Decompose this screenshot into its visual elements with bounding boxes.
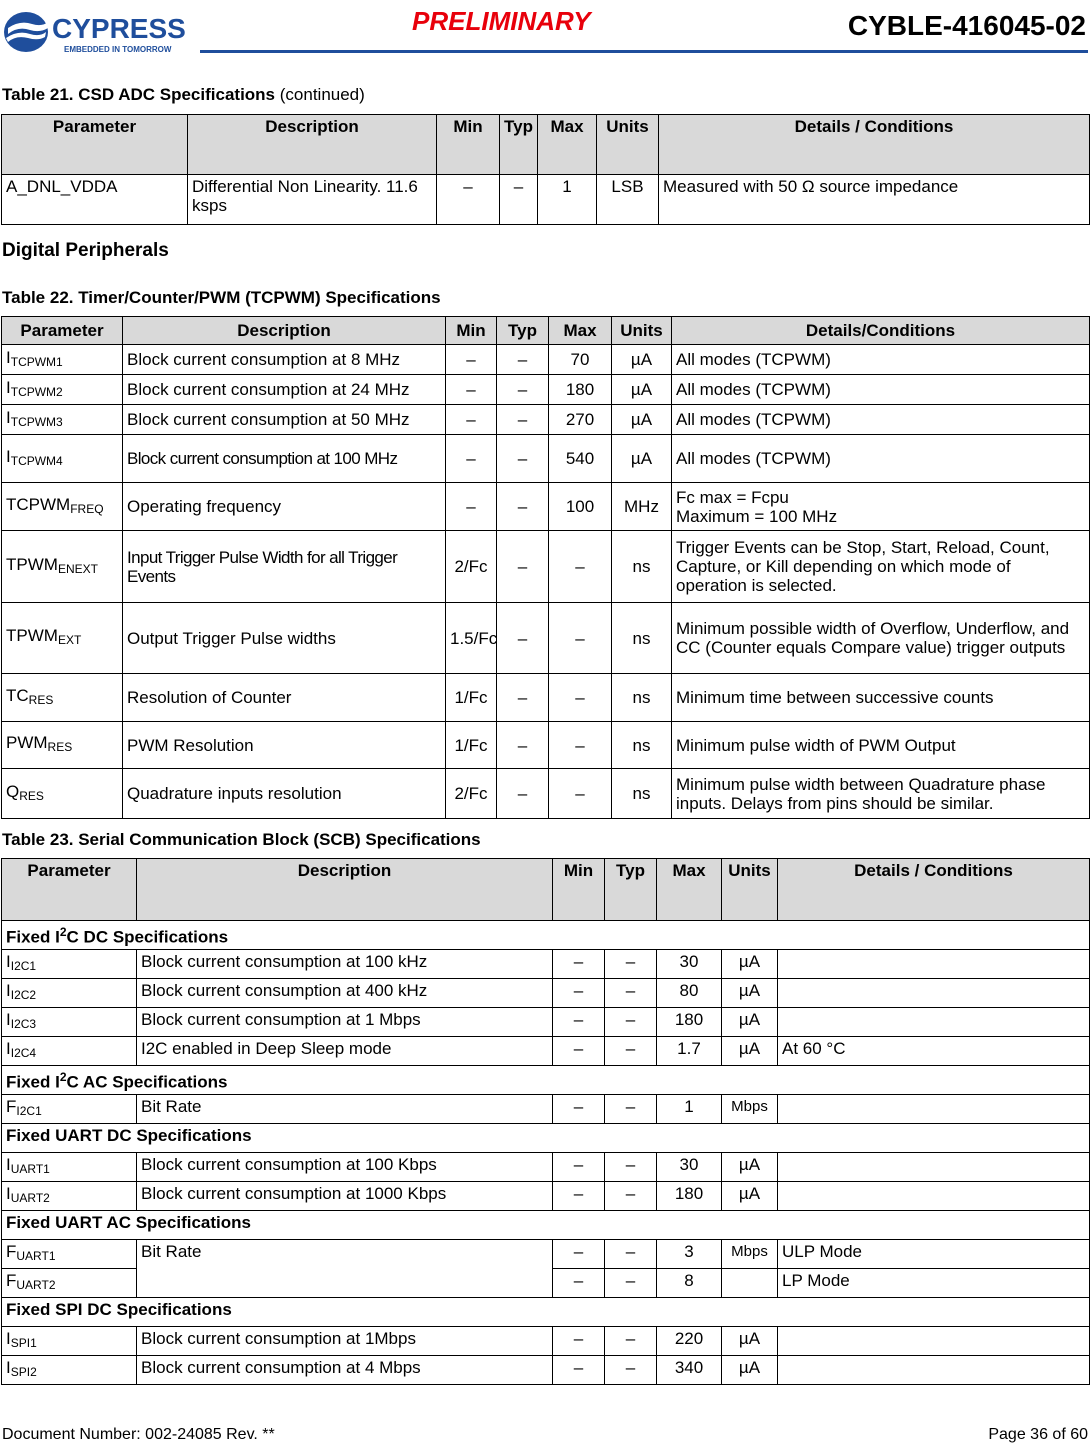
min-cell: – [446,345,497,375]
units-cell: µA [612,405,672,435]
param-symbol: TPWM [6,626,58,645]
min-cell: – [553,1240,605,1269]
col-header: Details/Conditions [672,317,1090,345]
param-cell [2,674,123,722]
table-row [2,1095,1090,1124]
max-cell: 100 [549,483,612,531]
param-subscript: RES [28,692,54,707]
desc-cell: Block current consumption at 100 Kbps [137,1153,553,1182]
col-header: Details / Conditions [778,859,1090,921]
table-row [2,405,1090,435]
param-subscript: TCPWM3 [10,414,63,429]
param-cell [2,1269,137,1298]
max-cell: 70 [549,345,612,375]
units-cell: MHz [612,483,672,531]
min-cell: – [553,1153,605,1182]
table-row [2,1037,1090,1066]
param-symbol: I [6,1184,11,1203]
max-cell: 30 [657,950,722,979]
param-symbol: I [6,1155,11,1174]
param-subscript: UART1 [16,1249,56,1263]
logo-wordmark: CYPRESS [52,13,186,44]
param-symbol: I [6,952,11,971]
desc-cell: Block current consumption at 100 kHz [137,950,553,979]
col-header: Parameter [2,317,123,345]
col-header: Typ [500,115,538,175]
param-subscript: TCPWM1 [10,354,63,369]
param-symbol: I [6,407,11,427]
section-title: Fixed SPI DC Specifications [2,1298,1090,1327]
col-header: Max [657,859,722,921]
section-title [2,921,1090,950]
typ-cell: – [605,979,657,1008]
desc-cell: Block current consumption at 24 MHz [123,375,446,405]
table-row [2,345,1090,375]
table21-header-row [2,115,1090,175]
param-cell [2,531,123,603]
max-cell: – [549,674,612,722]
cond-cell: ULP Mode [778,1240,1090,1269]
param-cell [2,1356,137,1385]
param-symbol: I [6,981,11,1000]
typ-cell: – [497,722,549,769]
table-row [2,603,1090,674]
typ-cell: – [605,1037,657,1066]
param-symbol: F [6,1097,17,1116]
typ-cell: – [497,435,549,483]
min-cell: – [446,483,497,531]
cond-cell: All modes (TCPWM) [672,435,1090,483]
cond-line: Fc max = Fcpu [676,487,789,507]
min-cell: – [553,1327,605,1356]
col-header: Typ [605,859,657,921]
desc-cell: Output Trigger Pulse widths [123,603,446,674]
units-cell: µA [612,435,672,483]
table-row [2,175,1090,225]
min-cell: 2/Fc [446,769,497,819]
min-cell: – [437,175,500,225]
desc-cell: Block current consumption at 100 MHz [123,435,446,483]
table-row [2,531,1090,603]
page-number: Page 36 of 60 [988,1426,1088,1443]
typ-cell: – [497,531,549,603]
param-subscript: I2C1 [10,959,37,973]
header-rule [200,50,1088,53]
document-number: Document Number: 002-24085 Rev. ** [2,1426,275,1443]
min-cell: – [446,405,497,435]
desc-cell: Resolution of Counter [123,674,446,722]
cypress-logo [2,6,202,56]
max-cell: 80 [657,979,722,1008]
param-subscript: I2C2 [10,988,37,1002]
param-subscript: I2C3 [10,1017,37,1031]
min-cell: – [446,435,497,483]
units-cell: ns [612,603,672,674]
max-cell: 1.7 [657,1037,722,1066]
typ-cell: – [500,175,538,225]
param-subscript: UART1 [10,1162,50,1176]
table-row [2,1008,1090,1037]
min-cell: 1/Fc [446,722,497,769]
cond-cell: All modes (TCPWM) [672,345,1090,375]
typ-cell: – [497,483,549,531]
section-row [2,1124,1090,1153]
min-cell: 1.5/Fc [446,603,497,674]
desc-cell: Quadrature inputs resolution [123,769,446,819]
cond-cell: Measured with 50 Ω source impedance [659,175,1090,225]
typ-cell: – [605,1008,657,1037]
max-cell: 270 [549,405,612,435]
section-row [2,921,1090,950]
units-cell: µA [722,1182,778,1211]
max-cell: 180 [657,1008,722,1037]
param-symbol: F [6,1271,17,1290]
desc-cell: Block current consumption at 50 MHz [123,405,446,435]
min-cell: – [553,950,605,979]
cond-cell: Minimum possible width of Overflow, Underflow, and CC (Counter equals Compare value) trigger outputs [672,603,1090,674]
param-cell: A_DNL_VDDA [2,175,188,225]
param-cell [2,1153,137,1182]
desc-cell: Block current consumption at 1Mbps [137,1327,553,1356]
table21-caption-cont: (continued) [279,85,365,104]
desc-cell: Block current consumption at 8 MHz [123,345,446,375]
table23 [1,858,1090,1385]
param-cell [2,345,123,375]
param-cell [2,769,123,819]
param-symbol: I [6,1329,11,1348]
param-subscript: FREQ [70,501,104,516]
param-subscript: UART2 [10,1191,50,1205]
section-title: Fixed UART DC Specifications [2,1124,1090,1153]
max-cell: – [549,603,612,674]
section-title [2,1066,1090,1095]
section-sup: 2 [59,1070,67,1084]
col-header: Description [188,115,437,175]
section-title: Fixed UART AC Specifications [2,1211,1090,1240]
col-header: Min [446,317,497,345]
max-cell: 1 [657,1095,722,1124]
units-cell [722,1269,778,1298]
param-symbol: I [6,1358,11,1377]
cond-cell [778,979,1090,1008]
col-header: Details / Conditions [659,115,1090,175]
param-cell [2,603,123,674]
col-header: Typ [497,317,549,345]
desc-cell: Block current consumption at 1000 Kbps [137,1182,553,1211]
param-cell [2,375,123,405]
table-row [2,1153,1090,1182]
min-cell: – [553,1356,605,1385]
param-cell [2,1037,137,1066]
units-cell: ns [612,722,672,769]
table-row [2,722,1090,769]
table-row [2,1182,1090,1211]
desc-cell: I2C enabled in Deep Sleep mode [137,1037,553,1066]
document-id: CYBLE-416045-02 [847,10,1086,41]
param-symbol: I [6,1010,11,1029]
typ-cell: – [605,1182,657,1211]
max-cell: 180 [549,375,612,405]
cond-cell: Minimum pulse width of PWM Output [672,722,1090,769]
cond-cell [778,1327,1090,1356]
param-subscript: TCPWM2 [10,384,63,399]
max-cell: 180 [657,1182,722,1211]
typ-cell: – [497,405,549,435]
section-text: C AC Specifications [66,1072,228,1092]
units-cell: ns [612,674,672,722]
param-subscript: I2C4 [10,1046,37,1060]
min-cell: – [553,1182,605,1211]
table22-header-row [2,317,1090,345]
typ-cell: – [605,1269,657,1298]
col-header: Units [612,317,672,345]
max-cell: – [549,769,612,819]
desc-cell: Block current consumption at 4 Mbps [137,1356,553,1385]
param-cell [2,405,123,435]
section-row [2,1298,1090,1327]
param-cell [2,1327,137,1356]
typ-cell: – [605,1356,657,1385]
cond-cell: At 60 °C [778,1037,1090,1066]
cond-cell [778,1182,1090,1211]
units-cell: µA [612,345,672,375]
preliminary-label: PRELIMINARY [412,6,591,36]
section-text: C DC Specifications [66,927,229,947]
max-cell: – [549,531,612,603]
cond-cell [778,1356,1090,1385]
units-cell: µA [722,1356,778,1385]
col-header: Description [137,859,553,921]
cond-cell: All modes (TCPWM) [672,375,1090,405]
units-cell: Mbps [722,1240,778,1269]
desc-cell: Input Trigger Pulse Width for all Trigger Events [123,531,446,603]
col-header: Max [538,115,597,175]
section-text: Fixed I [6,1072,60,1092]
desc-cell: Differential Non Linearity. 11.6 ksps [188,175,437,225]
cond-cell [778,950,1090,979]
units-cell: µA [722,1008,778,1037]
units-cell: Mbps [722,1095,778,1124]
param-cell [2,435,123,483]
max-cell: 8 [657,1269,722,1298]
typ-cell: – [605,1095,657,1124]
param-symbol: I [6,1039,11,1058]
units-cell: LSB [597,175,659,225]
param-cell [2,950,137,979]
units-cell: µA [612,375,672,405]
table-row [2,769,1090,819]
param-subscript: UART2 [16,1278,56,1292]
param-subscript: SPI2 [10,1365,37,1379]
param-subscript: SPI1 [10,1336,37,1350]
param-cell [2,1182,137,1211]
section-row [2,1211,1090,1240]
table-row [2,1356,1090,1385]
table22-caption: Table 22. Timer/Counter/PWM (TCPWM) Specifications [2,288,441,307]
section-sup: 2 [59,925,67,939]
max-cell: 1 [538,175,597,225]
col-header: Parameter [2,115,188,175]
desc-cell: Block current consumption at 1 Mbps [137,1008,553,1037]
max-cell: 220 [657,1327,722,1356]
param-symbol: F [6,1242,17,1261]
units-cell: ns [612,531,672,603]
param-subscript: ENEXT [57,561,98,576]
typ-cell: – [497,674,549,722]
logo-tagline: EMBEDDED IN TOMORROW [64,45,172,54]
cond-cell [778,1095,1090,1124]
param-symbol: PWM [6,733,48,752]
units-cell: µA [722,1153,778,1182]
param-subscript: I2C1 [16,1104,42,1118]
desc-cell: Block current consumption at 400 kHz [137,979,553,1008]
param-subscript: EXT [57,633,82,647]
cond-cell: LP Mode [778,1269,1090,1298]
desc-cell: Bit Rate [137,1095,553,1124]
min-cell: – [446,375,497,405]
param-symbol: TPWM [6,554,58,574]
cond-cell [778,1153,1090,1182]
table23-caption: Table 23. Serial Communication Block (SCB) Specifications [2,830,481,849]
min-cell: – [553,1269,605,1298]
typ-cell: – [497,769,549,819]
table-row [2,375,1090,405]
param-symbol: I [6,347,11,367]
min-cell: – [553,1008,605,1037]
units-cell: µA [722,1327,778,1356]
min-cell: 2/Fc [446,531,497,603]
param-symbol: TC [6,685,29,705]
units-cell: µA [722,979,778,1008]
param-cell [2,483,123,531]
units-cell: µA [722,1037,778,1066]
col-header: Min [553,859,605,921]
typ-cell: – [605,1240,657,1269]
cond-cell: All modes (TCPWM) [672,405,1090,435]
max-cell: 540 [549,435,612,483]
max-cell: 3 [657,1240,722,1269]
desc-cell: Bit Rate [137,1240,553,1298]
param-subscript: RES [19,788,44,803]
typ-cell: – [605,1153,657,1182]
param-symbol: I [6,446,11,466]
table-row [2,674,1090,722]
cond-cell [778,1008,1090,1037]
table21 [1,114,1090,225]
section-text: Fixed I [6,927,60,947]
param-cell [2,1095,137,1124]
cond-cell: Trigger Events can be Stop, Start, Reload, Count, Capture, or Kill depending on which mode of operation is selected. [672,531,1090,603]
max-cell: – [549,722,612,769]
param-cell [2,722,123,769]
param-cell [2,1240,137,1269]
param-symbol: I [6,377,11,397]
desc-cell: Operating frequency [123,483,446,531]
typ-cell: – [605,950,657,979]
table23-header-row [2,859,1090,921]
param-symbol: TCPWM [6,494,71,514]
col-header: Units [722,859,778,921]
param-cell [2,979,137,1008]
cond-cell: Minimum pulse width between Quadrature phase inputs. Delays from pins should be similar. [672,769,1090,819]
units-cell: µA [722,950,778,979]
col-header: Max [549,317,612,345]
min-cell: – [553,1095,605,1124]
table21-caption-text: Table 21. CSD ADC Specifications [2,85,276,104]
param-cell [2,1008,137,1037]
desc-cell: PWM Resolution [123,722,446,769]
typ-cell: – [497,345,549,375]
cond-cell: Minimum time between successive counts [672,674,1090,722]
param-subscript: RES [47,740,73,754]
min-cell: – [553,1037,605,1066]
min-cell: 1/Fc [446,674,497,722]
param-subscript: TCPWM4 [10,453,63,468]
cond-line: Maximum = 100 MHz [676,506,838,526]
min-cell: – [553,979,605,1008]
max-cell: 340 [657,1356,722,1385]
col-header: Parameter [2,859,137,921]
table-row [2,950,1090,979]
param-symbol: Q [6,781,20,801]
typ-cell: – [497,603,549,674]
table-row [2,483,1090,531]
table-row [2,435,1090,483]
table-row [2,1327,1090,1356]
typ-cell: – [497,375,549,405]
section-row [2,1066,1090,1095]
units-cell: ns [612,769,672,819]
col-header: Units [597,115,659,175]
table-row [2,1240,1090,1269]
cond-cell [672,483,1090,531]
table-row [2,979,1090,1008]
table21-caption [2,85,365,105]
table22 [1,316,1090,819]
col-header: Description [123,317,446,345]
section-heading: Digital Peripherals [2,240,169,261]
typ-cell: – [605,1327,657,1356]
col-header: Min [437,115,500,175]
max-cell: 30 [657,1153,722,1182]
